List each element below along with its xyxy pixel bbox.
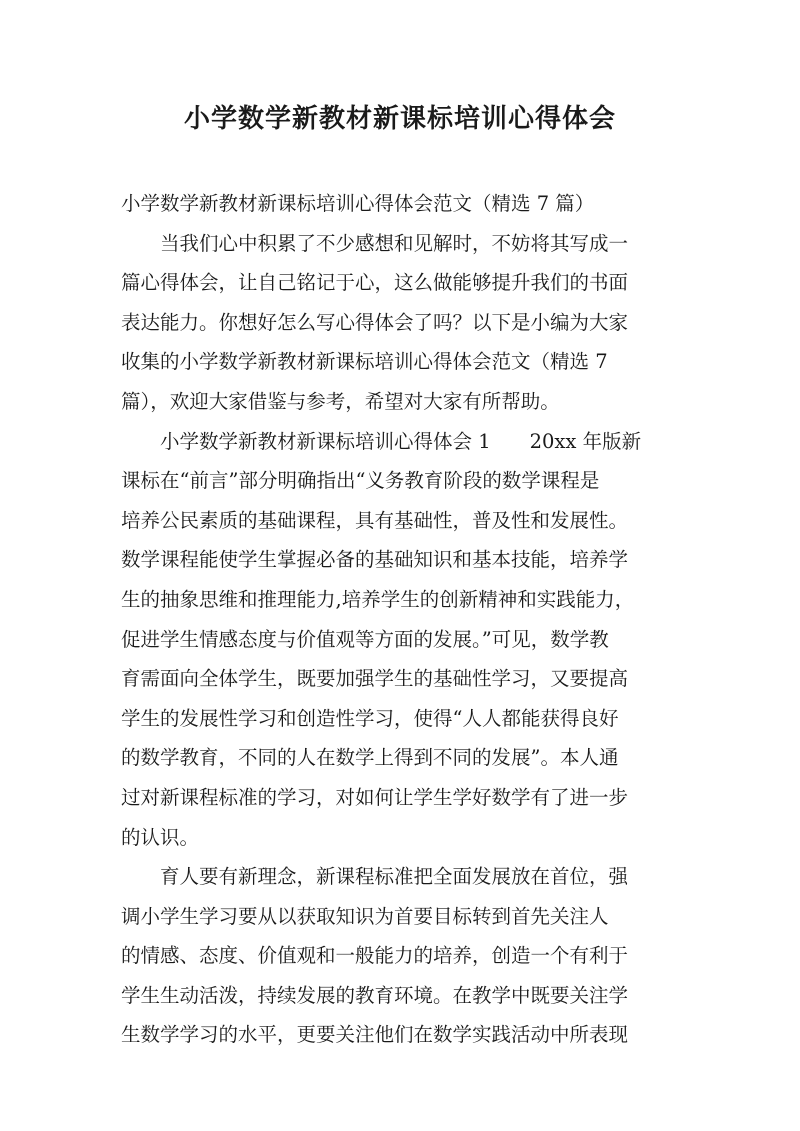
body-line: 课标在“前言”部分明确指出“义务教育阶段的数学课程是 <box>121 469 600 493</box>
body-line: 育人要有新理念，新课程标准把全面发展放在首位，强 <box>121 865 629 889</box>
body-line: 收集的小学数学新教材新课标培训心得体会范文（精选 7 <box>121 350 608 374</box>
body-line: 小学数学新教材新课标培训心得体会 1 20xx 年版新 <box>121 429 642 453</box>
body-line: 调小学生学习要从以获取知识为首要目标转到首先关注人 <box>121 904 609 928</box>
body-line: 培养公民素质的基础课程，具有基础性，普及性和发展性。 <box>121 508 629 532</box>
body-line: 学生生动活泼，持续发展的教育环境。在教学中既要关注学 <box>121 983 629 1007</box>
document-body <box>121 184 691 1055</box>
body-line: 育需面向全体学生，既要加强学生的基础性学习，又要提高 <box>121 667 629 691</box>
body-line: 数学课程能使学生掌握必备的基础知识和基本技能，培养学 <box>121 548 629 572</box>
body-line: 生的抽象思维和推理能力,培养学生的创新精神和实践能力， <box>121 587 635 611</box>
body-line: 当我们心中积累了不少感想和见解时，不妨将其写成一 <box>121 231 629 255</box>
body-line: 小学数学新教材新课标培训心得体会范文（精选 7 篇） <box>121 192 595 215</box>
body-line: 篇心得体会，让自己铭记于心，这么做能够提升我们的书面 <box>121 271 629 295</box>
body-line: 的数学教育，不同的人在数学上得到不同的发展”。本人通 <box>121 746 619 770</box>
body-line: 过对新课程标准的学习，对如何让学生学好数学有了进一步 <box>121 785 629 809</box>
body-line: 表达能力。你想好怎么写心得体会了吗？以下是小编为大家 <box>121 310 629 334</box>
body-line: 的情感、态度、价值观和一般能力的培养，创造一个有利于 <box>121 944 629 968</box>
document-title: 小学数学新教材新课标培训心得体会 <box>183 104 616 134</box>
body-line: 促进学生情感态度与价值观等方面的发展。”可见，数学教 <box>121 627 609 651</box>
body-line: 篇），欢迎大家借鉴与参考，希望对大家有所帮助。 <box>121 389 560 413</box>
body-line: 学生的发展性学习和创造性学习，使得“人人都能获得良好 <box>121 706 619 730</box>
body-line: 的认识。 <box>121 825 200 849</box>
body-line: 生数学学习的水平，更要关注他们在数学实践活动中所表现 <box>121 1023 629 1047</box>
